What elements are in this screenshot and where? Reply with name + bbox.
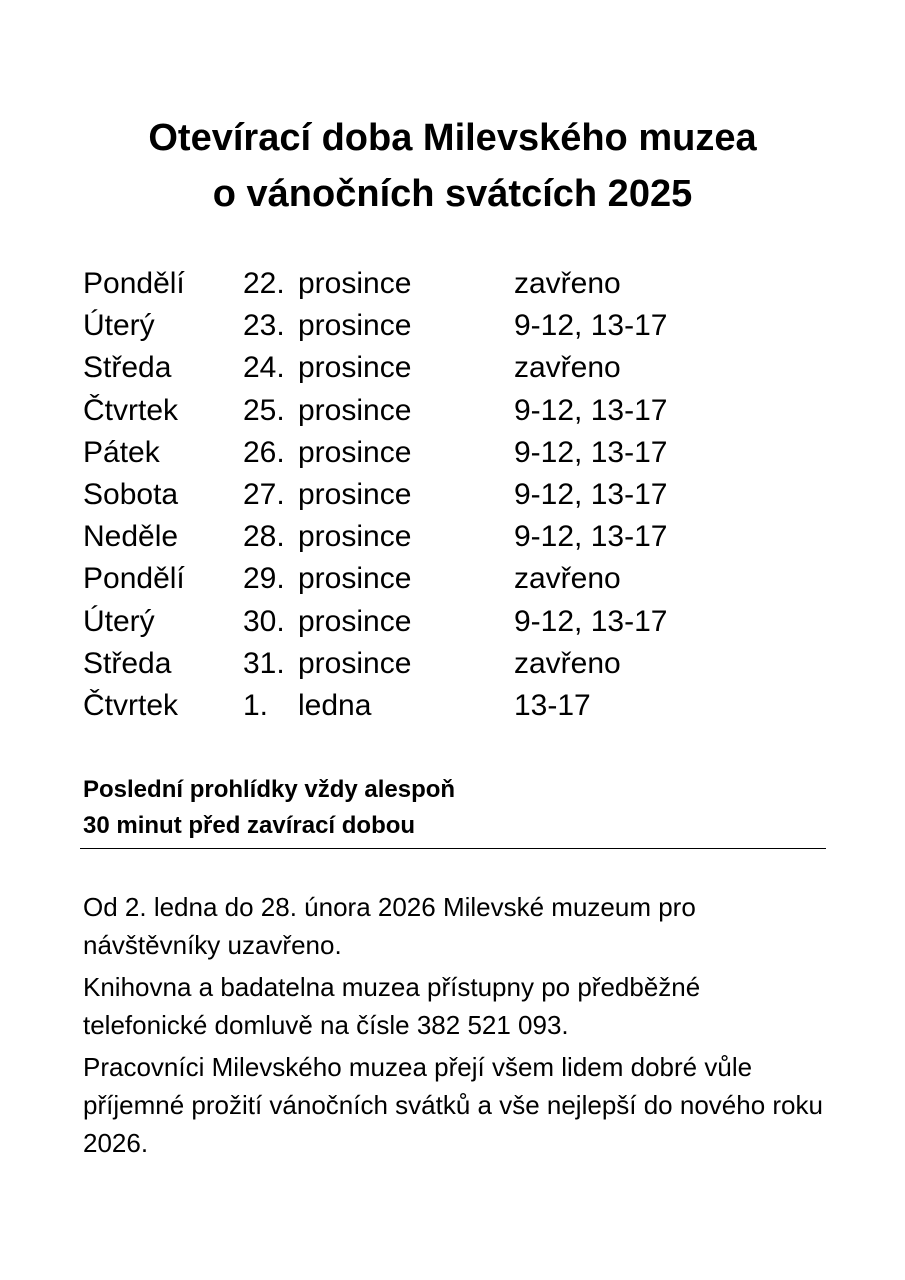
schedule-day: Úterý bbox=[83, 309, 155, 343]
schedule-month: ledna bbox=[298, 688, 372, 722]
schedule-month: prosince bbox=[298, 477, 412, 511]
schedule-row bbox=[83, 685, 823, 727]
schedule-row bbox=[83, 347, 823, 389]
schedule-date-number: 31. bbox=[243, 646, 285, 680]
schedule-day: Pátek bbox=[83, 435, 160, 469]
last-tour-note bbox=[83, 772, 823, 844]
schedule-date-number: 27. bbox=[243, 477, 285, 511]
schedule-month: prosince bbox=[298, 435, 412, 469]
schedule-hours: 9-12, 13-17 bbox=[514, 520, 668, 554]
schedule-day: Úterý bbox=[83, 604, 155, 638]
schedule-date-number: 24. bbox=[243, 351, 285, 385]
schedule-hours: 9-12, 13-17 bbox=[514, 604, 668, 638]
schedule-hours: 9-12, 13-17 bbox=[514, 309, 668, 343]
schedule-day: Středa bbox=[83, 351, 172, 385]
schedule-row bbox=[83, 432, 823, 474]
schedule-hours: 9-12, 13-17 bbox=[514, 393, 668, 427]
schedule-day: Neděle bbox=[83, 520, 179, 554]
schedule-hours: 9-12, 13-17 bbox=[514, 435, 668, 469]
schedule-date-number: 22. bbox=[243, 267, 285, 300]
schedule-date-number: 23. bbox=[243, 309, 285, 343]
opening-hours-table bbox=[83, 263, 823, 727]
schedule-day: Sobota bbox=[83, 477, 179, 511]
schedule-month: prosince bbox=[298, 604, 412, 638]
schedule-month: prosince bbox=[298, 520, 412, 554]
schedule-hours: 13-17 bbox=[514, 688, 591, 722]
closure-paragraph: Od 2. ledna do 28. února 2026 Milevské muzeum pro návštěvníky uzavřeno. bbox=[83, 892, 696, 960]
title-line-2: o vánočních svátcích 2025 bbox=[212, 173, 693, 215]
info-section bbox=[83, 888, 823, 1166]
library-paragraph: Knihovna a badatelna muzea přístupny po předběžné telefonické domluvě na čísle 382 521 093. bbox=[83, 972, 701, 1040]
schedule-row bbox=[83, 601, 823, 643]
schedule-hours: zavřeno bbox=[514, 646, 621, 680]
schedule-day: Pondělí bbox=[83, 267, 185, 300]
schedule-month: prosince bbox=[298, 646, 412, 680]
schedule-hours: zavřeno bbox=[514, 351, 621, 385]
schedule-hours: 9-12, 13-17 bbox=[514, 477, 668, 511]
schedule-date-number: 30. bbox=[243, 604, 285, 638]
schedule-date-number: 29. bbox=[243, 562, 285, 596]
schedule-month: prosince bbox=[298, 393, 412, 427]
divider bbox=[80, 848, 826, 849]
schedule-day: Čtvrtek bbox=[83, 393, 179, 427]
schedule-row bbox=[83, 643, 823, 685]
schedule-hours: zavřeno bbox=[514, 267, 621, 300]
schedule-month: prosince bbox=[298, 562, 412, 596]
schedule-day: Čtvrtek bbox=[83, 688, 179, 722]
schedule-row bbox=[83, 390, 823, 432]
schedule-row bbox=[83, 516, 823, 558]
schedule-month: prosince bbox=[298, 309, 412, 343]
schedule-hours: zavřeno bbox=[514, 562, 621, 596]
schedule-month: prosince bbox=[298, 351, 412, 385]
schedule-row bbox=[83, 558, 823, 600]
schedule-date-number: 25. bbox=[243, 393, 285, 427]
note-line-2: 30 minut před zavírací dobou bbox=[83, 812, 416, 839]
schedule-day: Středa bbox=[83, 646, 172, 680]
schedule-row bbox=[83, 474, 823, 516]
schedule-date-number: 28. bbox=[243, 520, 285, 554]
schedule-row bbox=[83, 263, 823, 305]
note-line-1: Poslední prohlídky vždy alespoň bbox=[83, 776, 456, 803]
schedule-month: prosince bbox=[298, 267, 412, 300]
title-line-1: Otevírací doba Milevského muzea bbox=[148, 117, 757, 159]
greeting-paragraph: Pracovníci Milevského muzea přejí všem lidem dobré vůle příjemné prožití vánočních svátků a vše nejlepší do nového roku 2026. bbox=[83, 1052, 823, 1158]
schedule-date-number: 1. bbox=[243, 688, 269, 722]
schedule-date-number: 26. bbox=[243, 435, 285, 469]
schedule-row bbox=[83, 305, 823, 347]
schedule-day: Pondělí bbox=[83, 562, 185, 596]
page-title bbox=[0, 110, 905, 222]
